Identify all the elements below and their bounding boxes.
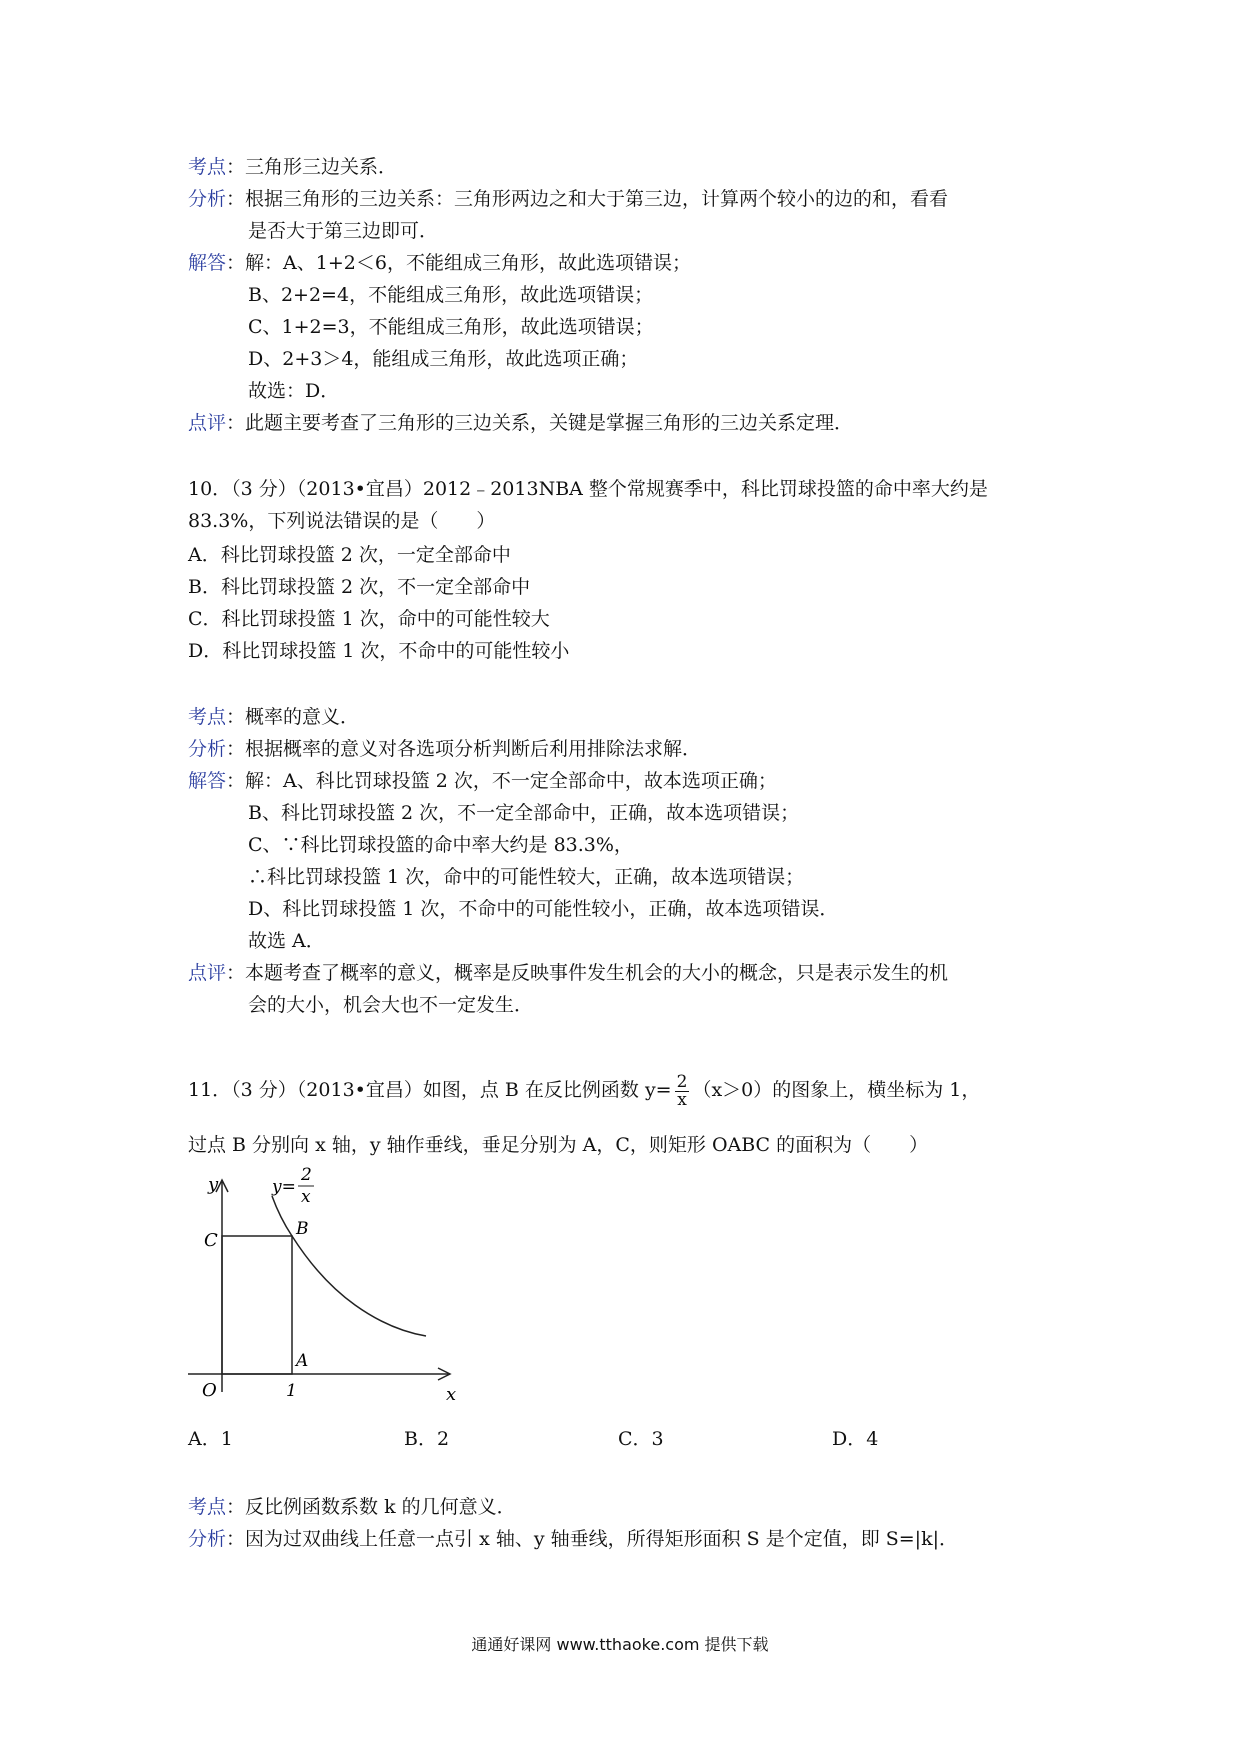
q10-stem-line-1: 10．（3 分）（2013•宜昌）2012﹣2013NBA 整个常规赛季中，科比罚球投篮的命中率大约是 — [188, 478, 988, 500]
q11-kaodian-text: 反比例函数系数 k 的几何意义． — [245, 1496, 516, 1518]
q10-jieda-line-6: 故选 A． — [248, 930, 325, 952]
q10-kaodian-text: 概率的意义． — [245, 706, 360, 728]
colon: ： — [226, 1496, 246, 1518]
page-footer: 通通好课网 www.tthaoke.com 提供下载 — [471, 1635, 769, 1654]
q11-fenxi-text: 因为过双曲线上任意一点引 x 轴、y 轴垂线，所得矩形面积 S 是个定值，即 S=|k|． — [245, 1528, 958, 1550]
q10-jieda-text-1: 解：A、科比罚球投篮 2 次，不一定全部命中，故本选项正确； — [245, 770, 777, 792]
curve-label-numerator: 2 — [301, 1165, 312, 1185]
jieda-label: 解答 — [188, 770, 227, 792]
fenxi-label: 分析 — [188, 1528, 227, 1550]
q11-option-b: B．2 — [404, 1428, 450, 1450]
q10-option-c: C．科比罚球投篮 1 次，命中的可能性较大 — [188, 608, 550, 630]
q9-fenxi-text-1: 根据三角形的三边关系：三角形两边之和大于第三边，计算两个较小的边的和，看看 — [245, 188, 949, 210]
q11-stem-text-a: 11．（3 分）（2013•宜昌）如图，点 B 在反比例函数 y= — [188, 1079, 672, 1101]
q10-kaodian-line — [188, 702, 359, 732]
colon: ： — [226, 770, 246, 792]
colon: ： — [226, 706, 246, 728]
rectangle-oabc — [222, 1236, 292, 1374]
q11-option-c: C．3 — [618, 1428, 664, 1450]
q11-option-d: D．4 — [832, 1428, 879, 1450]
q9-fenxi-line — [188, 184, 948, 214]
q9-kaodian-line — [188, 152, 397, 182]
q10-jieda-line-5: D、科比罚球投篮 1 次，不命中的可能性较小，正确，故本选项错误． — [248, 898, 839, 920]
q9-jieda-line-3: C、1+2=3，不能组成三角形，故此选项错误； — [248, 316, 654, 338]
label-x: x — [446, 1384, 457, 1405]
jieda-label: 解答 — [188, 252, 227, 274]
q9-kaodian-text: 三角形三边关系． — [245, 156, 398, 178]
colon: ： — [226, 188, 246, 210]
kaodian-label: 考点 — [188, 1496, 227, 1518]
q11-stem-text-b: （x＞0）的图象上，横坐标为 1， — [692, 1079, 981, 1101]
q10-option-a: A．科比罚球投篮 2 次，一定全部命中 — [188, 544, 511, 566]
label-y: y — [208, 1174, 219, 1195]
q9-dianping-text: 此题主要考查了三角形的三边关系，关键是掌握三角形的三边关系定理． — [245, 412, 854, 434]
fenxi-label: 分析 — [188, 738, 227, 760]
q10-jieda-line-2: B、科比罚球投篮 2 次，不一定全部命中，正确，故本选项错误； — [248, 802, 800, 824]
label-c: C — [204, 1230, 218, 1251]
label-one: 1 — [286, 1381, 297, 1401]
q11-option-a: A．1 — [188, 1428, 233, 1450]
q9-dianping-line — [188, 408, 853, 438]
q10-dianping-line — [188, 958, 948, 988]
colon: ： — [226, 738, 246, 760]
kaodian-label: 考点 — [188, 156, 227, 178]
dianping-label: 点评 — [188, 412, 227, 434]
q11-kaodian-line — [188, 1492, 516, 1522]
colon: ： — [226, 156, 246, 178]
q10-option-d: D．科比罚球投篮 1 次，不命中的可能性较小 — [188, 640, 570, 662]
q10-fenxi-text: 根据概率的意义对各选项分析判断后利用排除法求解． — [245, 738, 702, 760]
colon: ： — [226, 412, 246, 434]
label-b: B — [296, 1219, 309, 1239]
q9-jieda-text-1: 解：A、1+2＜6，不能组成三角形，故此选项错误； — [245, 252, 691, 274]
q11-fraction-numerator: 2 — [676, 1071, 688, 1092]
q10-jieda-line-4: ∴科比罚球投篮 1 次，命中的可能性较大，正确，故本选项错误； — [248, 866, 805, 888]
q10-stem-line-2: 83.3%，下列说法错误的是（ ） — [188, 510, 496, 532]
colon: ： — [226, 252, 246, 274]
q10-jieda-line-3: C、∵科比罚球投篮的命中率大约是 83.3%， — [248, 834, 633, 856]
curve-label-denominator: x — [301, 1187, 311, 1207]
colon: ： — [226, 1528, 246, 1550]
q11-fenxi-line — [188, 1524, 958, 1554]
q9-fenxi-line-2: 是否大于第三边即可． — [248, 220, 439, 242]
q11-figure — [180, 1160, 470, 1410]
curve-label-prefix: y= — [272, 1177, 296, 1197]
q9-jieda-line-2: B、2+2=4，不能组成三角形，故此选项错误； — [248, 284, 654, 306]
q10-dianping-line-2: 会的大小，机会大也不一定发生． — [248, 994, 534, 1016]
colon: ： — [226, 962, 246, 984]
q10-option-b: B．科比罚球投篮 2 次，不一定全部命中 — [188, 576, 531, 598]
label-o: O — [202, 1380, 217, 1401]
label-a: A — [296, 1351, 309, 1371]
q11-fraction-denominator: x — [677, 1089, 687, 1110]
fenxi-label: 分析 — [188, 188, 227, 210]
q9-jieda-line-4: D、2+3＞4，能组成三角形，故此选项正确； — [248, 348, 639, 370]
q10-jieda-line — [188, 766, 777, 796]
q11-stem-line-1 — [188, 1068, 980, 1112]
q11-stem-line-2: 过点 B 分别向 x 轴，y 轴作垂线，垂足分别为 A，C，则矩形 OABC 的面积为（ ） — [188, 1134, 929, 1156]
q9-jieda-line-5: 故选：D． — [248, 380, 340, 402]
q11-fraction — [675, 1071, 690, 1110]
kaodian-label: 考点 — [188, 706, 227, 728]
hyperbola-curve — [272, 1196, 426, 1336]
q9-jieda-line — [188, 248, 691, 278]
q10-dianping-text-1: 本题考查了概率的意义，概率是反映事件发生机会的大小的概念，只是表示发生的机 — [245, 962, 949, 984]
dianping-label: 点评 — [188, 962, 227, 984]
q10-fenxi-line — [188, 734, 701, 764]
